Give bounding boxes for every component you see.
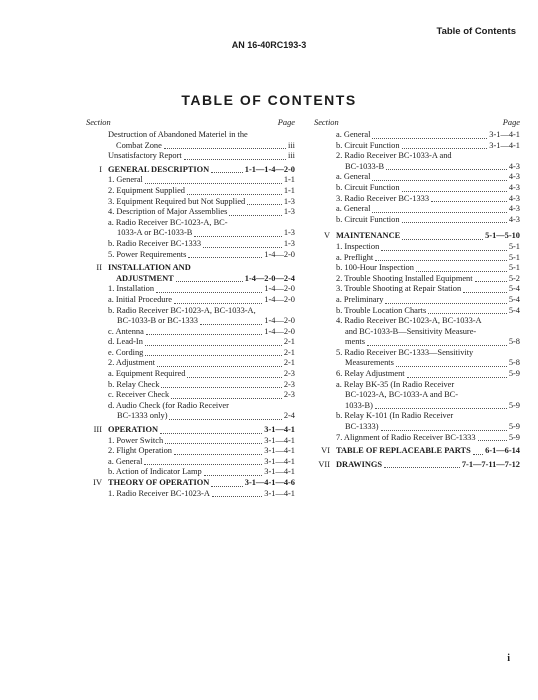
toc-page-ref: 5-1—5-10 — [485, 231, 520, 241]
toc-entry[interactable] — [336, 204, 520, 215]
toc-entry[interactable] — [336, 194, 520, 205]
toc-entry[interactable] — [336, 253, 520, 264]
toc-page-ref: 6-1—6-14 — [485, 446, 520, 456]
toc-page-ref: 5-9 — [508, 369, 520, 379]
toc-entry-text: 2. Trouble Shooting Installed Equipment — [336, 273, 473, 283]
leader-dots — [396, 366, 507, 367]
toc-entry-text: b. Relay K-101 (In Radio Receiver — [336, 411, 454, 421]
toc-entry-text: a. Equipment Required — [108, 369, 186, 379]
leader-dots — [402, 148, 488, 149]
toc-line — [336, 231, 520, 242]
toc-entry[interactable] — [108, 295, 295, 306]
leader-dots — [416, 271, 507, 272]
leader-dots — [164, 148, 286, 149]
section-label: Section — [86, 118, 111, 127]
toc-entry[interactable] — [336, 141, 520, 152]
toc-entry-text: Combat Zone — [116, 140, 162, 150]
toc-page-ref: 1-4—2-0 — [264, 249, 295, 259]
toc-entry-text: 1. General — [108, 175, 143, 185]
toc-entry-text: a. Preliminary — [336, 294, 384, 304]
toc-page-ref: 5-8 — [508, 358, 520, 368]
toc-entry-text: 2. Equipment Supplied — [108, 185, 185, 195]
toc-page-ref: 1-4—2-0 — [264, 284, 295, 294]
toc-page-ref: 5-1 — [508, 241, 520, 251]
toc-entry[interactable] — [108, 358, 295, 369]
toc-entry-text: b. Circuit Function — [336, 214, 400, 224]
toc-page-ref: iii — [288, 151, 295, 161]
toc-entry-text: 1. Inspection — [336, 241, 380, 251]
section-title: INSTALLATION AND — [108, 263, 191, 273]
toc-page-ref: 4-3 — [508, 161, 520, 171]
toc-entry[interactable] — [108, 175, 295, 186]
toc-entry-text: 1033-B) — [345, 400, 373, 410]
toc-entry-text: 5. Radio Receiver BC-1333—Sensitivity — [336, 347, 474, 357]
toc-entry[interactable] — [336, 411, 520, 432]
leader-dots — [211, 172, 243, 173]
toc-entry[interactable] — [336, 274, 520, 285]
toc-line — [108, 316, 295, 327]
toc-entry-text: b. Action of Indicator Lamp — [108, 467, 202, 477]
running-head-title: Table of Contents — [436, 26, 516, 37]
leader-dots — [463, 292, 507, 293]
toc-entry-text: a. Relay BK-35 (In Radio Receiver — [336, 379, 455, 389]
toc-entry-text: b. Circuit Function — [336, 182, 400, 192]
toc-page-ref: 3-1—4-1 — [264, 425, 295, 435]
toc-page-ref: 1-4—2-0 — [264, 326, 295, 336]
page-label: Page — [277, 118, 295, 127]
toc-page-ref: 5-1 — [508, 263, 520, 273]
toc-page-ref: 5-2 — [508, 273, 520, 283]
toc-entry-text: 5. Power Requirements — [108, 249, 187, 259]
toc-entry-text: BC-1023-A, BC-1033-A and BC- — [345, 390, 459, 400]
toc-page-ref: 1-1 — [283, 175, 295, 185]
leader-dots — [200, 324, 262, 325]
toc-entry-text: and BC-1033-B—Sensitivity Measure- — [345, 326, 477, 336]
section-title: ADJUSTMENT — [116, 273, 174, 283]
toc-entry-text: ments — [345, 337, 366, 347]
leader-dots — [171, 398, 282, 399]
toc-page-ref: 5-1 — [508, 252, 520, 262]
toc-line — [336, 422, 520, 433]
toc-entry-text: a. Preflight — [336, 252, 374, 262]
toc-entry-text: 3. Radio Receiver BC-1333 — [336, 193, 430, 203]
leader-dots — [187, 377, 281, 378]
toc-entry-text: b. Relay Check — [108, 379, 160, 389]
leader-dots — [385, 303, 506, 304]
toc-entry-text: 4. Description of Major Assemblies — [108, 207, 228, 217]
toc-page-ref: 1-3 — [283, 228, 295, 238]
toc-page-ref: 5-4 — [508, 305, 520, 315]
section-number: VI — [321, 446, 330, 456]
toc-entry[interactable] — [86, 130, 295, 151]
toc-column-right — [314, 118, 520, 470]
toc-entry-text: BC-1033-B or BC-1333 — [117, 316, 198, 326]
leader-dots — [402, 191, 507, 192]
toc-entry[interactable] — [108, 446, 295, 457]
page-label: Page — [502, 118, 520, 127]
section-title: DRAWINGS — [336, 459, 383, 469]
toc-line — [108, 478, 295, 489]
leader-dots — [375, 408, 507, 409]
section-title: GENERAL DESCRIPTION — [108, 164, 210, 174]
leader-dots — [475, 281, 507, 282]
toc-entry-text: a. Radio Receiver BC-1023-A, BC- — [108, 217, 228, 227]
leader-dots — [184, 159, 286, 160]
toc-line — [336, 446, 520, 457]
leader-dots — [381, 250, 507, 251]
toc-entry[interactable] — [108, 207, 295, 218]
toc-entry-text: b. Radio Receiver BC-1333 — [108, 238, 202, 248]
toc-line — [336, 358, 520, 369]
section-number: V — [323, 231, 330, 241]
section-title: THEORY OF OPERATION — [108, 478, 210, 487]
toc-entry-text: c. Antenna — [108, 326, 144, 336]
leader-dots — [431, 201, 507, 202]
toc-entry[interactable] — [336, 348, 520, 369]
leader-dots — [384, 467, 460, 468]
toc-entry-text: b. Trouble Location Charts — [336, 305, 427, 315]
toc-entry[interactable] — [108, 348, 295, 359]
toc-line — [336, 401, 520, 412]
leader-dots — [203, 247, 282, 248]
toc-page-ref: 2-1 — [283, 347, 295, 357]
page-number: i — [507, 653, 510, 664]
toc-page-ref: 1-3 — [283, 196, 295, 206]
toc-entry-text: BC-1333 only) — [117, 411, 168, 421]
toc-page-ref: 1-3 — [283, 238, 295, 248]
toc-entry-text: BC-1033-B — [345, 161, 385, 171]
toc-line — [108, 165, 295, 176]
leader-dots — [144, 464, 262, 465]
toc-entry[interactable] — [108, 401, 295, 422]
toc-page-ref: 1-1 — [283, 185, 295, 195]
toc-page-ref: 5-9 — [508, 400, 520, 410]
toc-entry[interactable] — [108, 489, 295, 500]
leader-dots — [407, 377, 507, 378]
toc-page-ref: 2-1 — [283, 337, 295, 347]
toc-page-ref: 4-3 — [508, 172, 520, 182]
toc-entry-text: a. General — [336, 130, 371, 139]
toc-entry[interactable] — [336, 295, 520, 306]
toc-entry[interactable] — [108, 457, 295, 468]
leader-dots — [375, 260, 507, 261]
leader-dots — [157, 366, 282, 367]
toc-page-ref: 3-1—4-1 — [264, 467, 295, 477]
toc-entry-text: 1. Radio Receiver BC-1023-A — [108, 488, 210, 498]
toc-entry[interactable] — [336, 130, 520, 141]
section-number: I — [99, 164, 102, 174]
toc-page-ref: 1-4—2-0 — [264, 294, 295, 304]
toc-entry-text: a. General — [336, 204, 371, 214]
section-label: Section — [314, 118, 339, 127]
toc-entry-text: b. Circuit Function — [336, 140, 400, 150]
toc-entry[interactable] — [336, 151, 520, 172]
toc-entry[interactable] — [108, 284, 295, 295]
toc-page-ref: 5-9 — [508, 422, 520, 432]
toc-entry-text: Destruction of Abandoned Materiel in the — [108, 130, 248, 139]
column-header — [86, 118, 295, 130]
toc-page-ref: iii — [288, 140, 295, 150]
toc-page-ref: 2-3 — [283, 379, 295, 389]
leader-dots — [402, 222, 507, 223]
toc-entry-text: d. Lead-In — [108, 337, 143, 347]
toc-entry[interactable] — [336, 284, 520, 295]
leader-dots — [169, 419, 281, 420]
section-number: II — [96, 263, 102, 273]
toc-page-ref: 3-1—4-1 — [489, 130, 520, 139]
leader-dots — [478, 440, 507, 441]
toc-page-ref: 1-4—2-0—2-4 — [244, 273, 295, 283]
leader-dots — [247, 204, 282, 205]
toc-entry-text: 6. Relay Adjustment — [336, 369, 405, 379]
leader-dots — [367, 345, 507, 346]
toc-entry-text: 2. Radio Receiver BC-1033-A and — [336, 151, 452, 161]
toc-page-ref: 5-4 — [508, 294, 520, 304]
leader-dots — [428, 313, 507, 314]
toc-page-ref: 4-3 — [508, 182, 520, 192]
toc-section[interactable] — [86, 263, 295, 284]
toc-entry-text: 1033-A or BC-1033-B — [117, 228, 193, 238]
leader-dots — [161, 387, 281, 388]
toc-entry[interactable] — [108, 369, 295, 380]
toc-entry[interactable] — [108, 436, 295, 447]
toc-entry-text: c. Receiver Check — [108, 390, 170, 400]
toc-page-ref: 5-4 — [508, 284, 520, 294]
toc-page-ref: 1-4—2-0 — [264, 316, 295, 326]
toc-line — [108, 228, 295, 239]
toc-entry[interactable] — [108, 380, 295, 391]
section-number: IV — [93, 478, 102, 487]
toc-page-ref: 1-1—1-4—2-0 — [244, 164, 295, 174]
toc-page-ref: 2-1 — [283, 358, 295, 368]
leader-dots — [165, 443, 262, 444]
toc-page-ref: 2-4 — [283, 411, 295, 421]
toc-section[interactable] — [314, 460, 520, 471]
leader-dots — [188, 257, 262, 258]
toc-entry[interactable] — [108, 151, 295, 162]
toc-entry-text: 1. Installation — [108, 284, 155, 294]
toc-page-ref: 3-1—4-1 — [264, 435, 295, 445]
toc-entry-text: BC-1333) — [345, 422, 379, 432]
toc-entry[interactable] — [108, 186, 295, 197]
leader-dots — [381, 430, 507, 431]
toc-page-ref: 3-1—4-1—4-6 — [244, 478, 295, 487]
toc-entry[interactable] — [336, 369, 520, 380]
toc-entry[interactable] — [336, 183, 520, 194]
toc-entry-text: 2. Flight Operation — [108, 446, 172, 456]
column-header — [314, 118, 520, 130]
toc-entry[interactable] — [336, 433, 520, 444]
leader-dots — [211, 486, 242, 487]
toc-entry-text: 7. Alignment of Radio Receiver BC-1333 — [336, 432, 476, 442]
toc-section[interactable] — [314, 446, 520, 457]
toc-entry[interactable] — [336, 306, 520, 317]
toc-entry[interactable] — [108, 390, 295, 401]
toc-page-ref: 1-3 — [283, 207, 295, 217]
leader-dots — [160, 433, 262, 434]
leader-dots — [146, 334, 262, 335]
toc-page-ref: 7-1—7-11—7-12 — [461, 459, 520, 469]
toc-entry[interactable] — [108, 467, 295, 478]
toc-section[interactable] — [86, 425, 295, 436]
toc-entry[interactable] — [108, 218, 295, 239]
toc-entry-text: 3. Trouble Shooting at Repair Station — [336, 284, 462, 294]
leader-dots — [156, 292, 262, 293]
toc-page-ref: 3-1—4-1 — [264, 446, 295, 456]
toc-entry-text: 1. Power Switch — [108, 435, 164, 445]
toc-page-ref: 3-1—4-1 — [264, 488, 295, 498]
leader-dots — [174, 454, 262, 455]
leader-dots — [229, 215, 282, 216]
toc-section[interactable] — [86, 478, 295, 489]
toc-line — [108, 425, 295, 436]
section-title: OPERATION — [108, 425, 159, 435]
toc-line — [108, 411, 295, 422]
leader-dots — [386, 169, 507, 170]
toc-page-ref: 5-9 — [508, 432, 520, 442]
leader-dots — [372, 212, 506, 213]
section-number: VII — [318, 459, 330, 469]
toc-entry[interactable] — [336, 242, 520, 253]
leader-dots — [473, 454, 483, 455]
toc-section[interactable] — [314, 231, 520, 242]
section-title: MAINTENANCE — [336, 231, 401, 241]
toc-line — [108, 274, 295, 285]
page-title: TABLE OF CONTENTS — [181, 92, 357, 108]
toc-page-ref: 2-3 — [283, 390, 295, 400]
toc-page-ref: 3-1—4-1 — [489, 140, 520, 150]
toc-entry-text: a. General — [336, 172, 371, 182]
toc-entry[interactable] — [336, 263, 520, 274]
leader-dots — [194, 236, 281, 237]
leader-dots — [372, 180, 506, 181]
toc-entry-text: 2. Adjustment — [108, 358, 155, 368]
toc-line — [336, 460, 520, 471]
toc-entry[interactable] — [108, 250, 295, 261]
toc-entry[interactable] — [108, 327, 295, 338]
toc-entry[interactable] — [336, 172, 520, 183]
section-title: TABLE OF REPLACEABLE PARTS — [336, 446, 471, 456]
toc-entry[interactable] — [108, 197, 295, 208]
section-number: III — [93, 425, 102, 435]
toc-line — [336, 162, 520, 173]
toc-entry-text: e. Cording — [108, 347, 144, 357]
toc-section[interactable] — [86, 165, 295, 176]
leader-dots — [402, 239, 483, 240]
toc-column-left — [86, 118, 295, 499]
toc-entry-text: d. Audio Check (for Radio Receiver — [108, 400, 229, 410]
toc-page-ref: 2-3 — [283, 369, 295, 379]
toc-entry[interactable] — [336, 316, 520, 348]
toc-page-ref: 3-1—4-1 — [264, 456, 295, 466]
toc-entry[interactable] — [108, 239, 295, 250]
toc-page-ref: 4-3 — [508, 204, 520, 214]
toc-line — [336, 337, 520, 348]
toc-line — [108, 141, 295, 152]
toc-entry-text: b. 100-Hour Inspection — [336, 263, 414, 273]
toc-page-ref: 4-3 — [508, 193, 520, 203]
leader-dots — [145, 355, 281, 356]
leader-dots — [174, 303, 262, 304]
toc-entry-text: a. General — [108, 456, 143, 466]
leader-dots — [187, 194, 282, 195]
document-number: AN 16-40RC193-3 — [231, 40, 307, 50]
toc-entry-text: 4. Radio Receiver BC-1023-A, BC-1033-A — [336, 316, 482, 326]
leader-dots — [372, 138, 487, 139]
toc-entry-text: Unsatisfactory Report — [108, 151, 182, 161]
toc-entry[interactable] — [108, 306, 295, 327]
toc-page-ref: 5-8 — [508, 337, 520, 347]
toc-page-ref: 4-3 — [508, 214, 520, 224]
toc-entry-text: Measurements — [345, 358, 394, 368]
leader-dots — [176, 281, 243, 282]
toc-entry-text: b. Radio Receiver BC-1023-A, BC-1033-A, — [108, 305, 256, 315]
leader-dots — [212, 496, 262, 497]
leader-dots — [145, 345, 282, 346]
toc-entry[interactable] — [336, 215, 520, 226]
toc-entry[interactable] — [108, 337, 295, 348]
toc-entry[interactable] — [336, 380, 520, 412]
leader-dots — [145, 183, 282, 184]
leader-dots — [204, 475, 263, 476]
toc-entry-text: a. Initial Procedure — [108, 294, 172, 304]
toc-entry-text: 3. Equipment Required but Not Supplied — [108, 196, 246, 206]
